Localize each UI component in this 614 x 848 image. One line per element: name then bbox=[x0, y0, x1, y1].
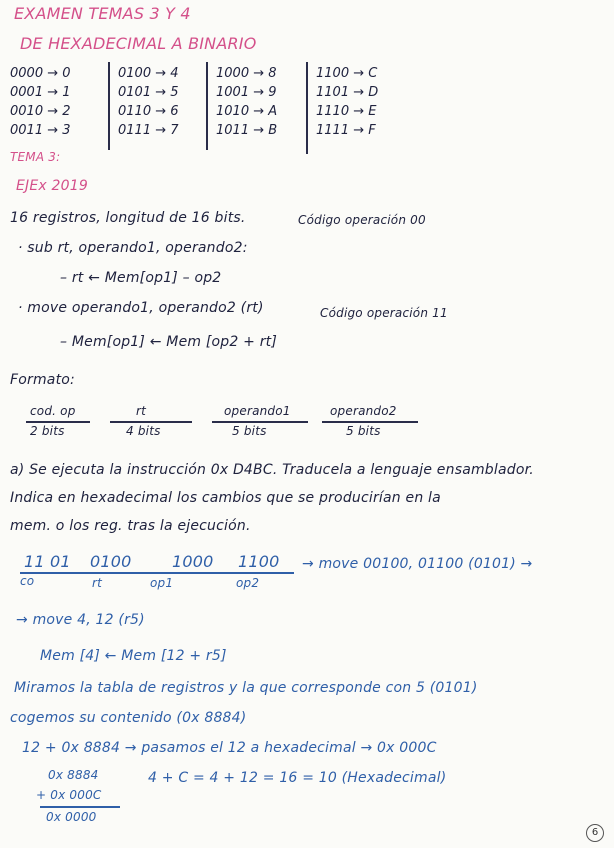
solution-line: Mem [4] ← Mem [12 + r5] bbox=[40, 648, 227, 664]
solution-line: → move 4, 12 (r5) bbox=[16, 612, 145, 628]
table-divider bbox=[306, 62, 308, 154]
page-number: 6 bbox=[586, 824, 604, 842]
hex-row: 0001 → 1 bbox=[10, 85, 71, 100]
hex-row: 0011 → 3 bbox=[10, 123, 71, 138]
hex-row: 1101 → D bbox=[316, 85, 379, 100]
solution-line: 12 + 0x 8884 → pasamos el 12 a hexadecimal → 0x 000C bbox=[22, 740, 437, 756]
table-divider bbox=[108, 62, 110, 150]
hex-row: 0110 → 6 bbox=[118, 104, 179, 119]
hex-row: 0010 → 2 bbox=[10, 104, 71, 119]
statement-line: · sub rt, operando1, operando2: bbox=[18, 240, 248, 256]
hex-table-col4 bbox=[316, 64, 378, 140]
statement-opcode: Código operación 11 bbox=[320, 306, 448, 320]
statement-opcode: Código operación 00 bbox=[298, 213, 426, 227]
question-line: a) Se ejecuta la instrucción 0x D4BC. Traducela a lenguaje ensamblador. bbox=[10, 462, 534, 478]
hex-row: 0111 → 7 bbox=[118, 123, 179, 138]
statement-line: – rt ← Mem[op1] – op2 bbox=[60, 270, 222, 286]
format-underline bbox=[322, 421, 418, 423]
format-field: operando1 bbox=[224, 404, 291, 418]
binary-underline bbox=[20, 572, 294, 574]
hex-row: 1110 → E bbox=[316, 104, 377, 119]
binary-field-label: op1 bbox=[150, 576, 174, 590]
binary-field-label: rt bbox=[92, 576, 103, 590]
statement-line: · move operando1, operando2 (rt) bbox=[18, 300, 264, 316]
format-size: 5 bits bbox=[346, 424, 381, 438]
assembly-result: → move 00100, 01100 (0101) → bbox=[302, 556, 533, 572]
solution-line: Miramos la tabla de registros y la que corresponde con 5 (0101) bbox=[14, 680, 478, 696]
binary-chunk: 0100 bbox=[90, 552, 132, 571]
binary-chunk: 11 bbox=[24, 552, 45, 571]
format-size: 2 bits bbox=[30, 424, 65, 438]
format-underline bbox=[212, 421, 308, 423]
section-exercise: EJEx 2019 bbox=[16, 178, 88, 194]
solution-line: cogemos su contenido (0x 8884) bbox=[10, 710, 247, 726]
binary-chunk: 1100 bbox=[238, 552, 280, 571]
format-label: Formato: bbox=[10, 372, 75, 388]
hex-row: 1010 → A bbox=[216, 104, 278, 119]
question-line: mem. o los reg. tras la ejecución. bbox=[10, 518, 251, 534]
format-underline bbox=[110, 421, 192, 423]
format-size: 5 bits bbox=[232, 424, 267, 438]
binary-chunk: 01 bbox=[50, 552, 71, 571]
binary-field-label: op2 bbox=[236, 576, 260, 590]
sum-result: 0x 0000 bbox=[46, 810, 97, 824]
format-underline bbox=[26, 421, 90, 423]
hex-row: 0100 → 4 bbox=[118, 66, 179, 81]
sum-underline bbox=[40, 806, 120, 808]
format-size: 4 bits bbox=[126, 424, 161, 438]
table-divider bbox=[206, 62, 208, 150]
hex-row: 1111 → F bbox=[316, 123, 376, 138]
format-field: operando2 bbox=[330, 404, 397, 418]
statement-line: – Mem[op1] ← Mem [op2 + rt] bbox=[60, 334, 278, 350]
hex-row: 1001 → 9 bbox=[216, 85, 277, 100]
hex-row: 0101 → 5 bbox=[118, 85, 179, 100]
hex-row: 0000 → 0 bbox=[10, 66, 71, 81]
sum-operand: 0x 8884 bbox=[48, 768, 99, 782]
question-line: Indica en hexadecimal los cambios que se producirían en la bbox=[10, 490, 441, 506]
conversion-subtitle: DE HEXADECIMAL A BINARIO bbox=[20, 34, 257, 53]
statement-line: 16 registros, longitud de 16 bits. bbox=[10, 210, 246, 226]
section-tema: TEMA 3: bbox=[10, 150, 61, 164]
format-field: cod. op bbox=[30, 404, 76, 418]
hex-row: 1100 → C bbox=[316, 66, 378, 81]
binary-field-label: co bbox=[20, 574, 35, 588]
sum-operand: + 0x 000C bbox=[36, 788, 102, 802]
hex-table-col1 bbox=[10, 64, 71, 140]
hex-row: 1011 → B bbox=[216, 123, 278, 138]
hex-table-col2 bbox=[118, 64, 179, 140]
binary-chunk: 1000 bbox=[172, 552, 214, 571]
exam-title: EXAMEN TEMAS 3 Y 4 bbox=[14, 4, 191, 23]
sum-note: 4 + C = 4 + 12 = 16 = 10 (Hexadecimal) bbox=[148, 770, 447, 786]
hex-row: 1000 → 8 bbox=[216, 66, 277, 81]
format-field: rt bbox=[136, 404, 147, 418]
hex-table-col3 bbox=[216, 64, 277, 140]
